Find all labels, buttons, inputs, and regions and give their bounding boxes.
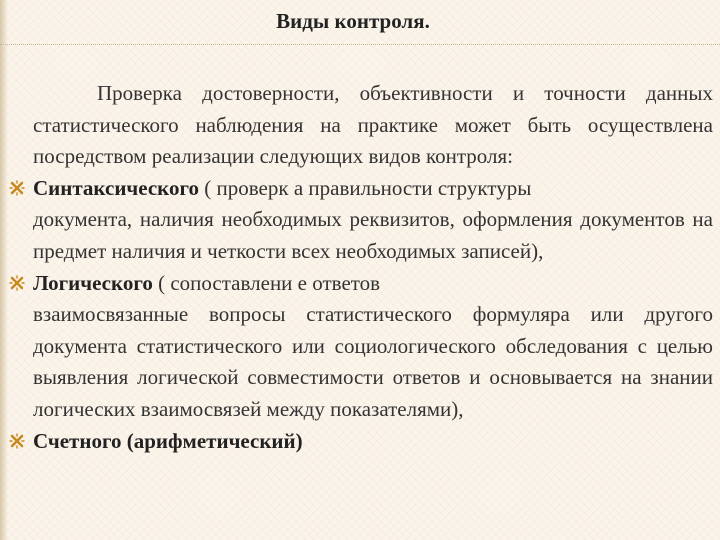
list-item bbox=[33, 173, 713, 268]
item-first-line bbox=[33, 173, 713, 205]
item-word: сопоставлени bbox=[170, 270, 293, 295]
item-word: ( bbox=[158, 270, 166, 295]
item-term: Счетного (арифметический) bbox=[33, 428, 303, 453]
item-text: взаимосвязанные вопросы статистического формуляра или другого документа статистического или социологического обследования с целью выявления логической совместимости ответов и основывается на знании логических взаимосвязей между показателями), bbox=[33, 302, 713, 421]
list-item bbox=[33, 426, 713, 458]
title-divider bbox=[0, 44, 720, 45]
x-cross-bullet-icon bbox=[9, 433, 25, 449]
item-first-line-text: ( проверк а правильности структуры bbox=[204, 175, 532, 200]
item-first-line bbox=[33, 426, 713, 458]
item-word: ответов bbox=[312, 270, 381, 295]
item-text: документа, наличия необходимых реквизитов, оформления документов на предмет наличия и четкости всех необходимых записей), bbox=[33, 207, 713, 263]
intro-paragraph: Проверка достоверности, объективности и точности данных статистического наблюдения на практике может быть осуществлена посредством реализации следующих видов контроля: bbox=[33, 81, 713, 169]
slide-title: Виды контроля. bbox=[276, 9, 430, 33]
item-term: Синтаксического bbox=[33, 175, 200, 200]
x-cross-bullet-icon bbox=[9, 180, 25, 196]
x-cross-bullet-icon bbox=[9, 275, 25, 291]
item-first-line bbox=[33, 268, 713, 300]
item-term: Логического bbox=[33, 270, 153, 295]
list-item bbox=[33, 268, 713, 426]
item-word: е bbox=[297, 270, 307, 295]
slide-body bbox=[33, 78, 713, 457]
slide-edge-shade bbox=[0, 0, 8, 540]
